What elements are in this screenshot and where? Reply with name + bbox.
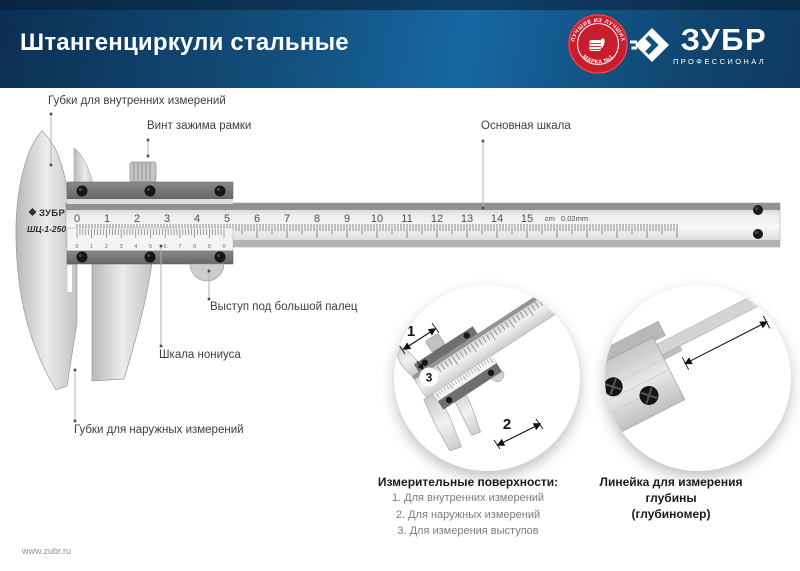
label-thumb-rest: Выступ под большой палец xyxy=(210,301,358,313)
label-vernier-scale: Шкала нониуса xyxy=(159,349,241,361)
site-url: www.zubr.ru xyxy=(22,546,72,556)
scale-precision: 0.02mm xyxy=(561,214,589,223)
label-outer-jaws: Губки для наружных измерений xyxy=(74,424,244,436)
brand-tagline: ПРОФЕССИОНАЛ xyxy=(673,57,767,66)
svg-text:0: 0 xyxy=(73,213,81,225)
svg-text:3: 3 xyxy=(163,213,171,225)
svg-text:7: 7 xyxy=(283,213,291,225)
svg-text:5: 5 xyxy=(148,244,153,250)
scale-units: cm xyxy=(545,214,555,223)
svg-text:8: 8 xyxy=(313,213,321,225)
brand-name: ЗУБР xyxy=(680,22,768,57)
detail-circle-depth xyxy=(605,285,791,471)
jaw-relief-slot xyxy=(68,265,73,292)
header-banner xyxy=(0,0,800,88)
depth-caption-line1: Линейка для измерения глубины xyxy=(599,475,743,505)
svg-text:8: 8 xyxy=(193,244,197,250)
zubr-arrow-icon xyxy=(630,26,670,64)
svg-text:7: 7 xyxy=(178,244,182,250)
svg-text:0: 0 xyxy=(222,244,226,250)
detail-circle-surfaces xyxy=(394,285,580,471)
surfaces-caption-title: Измерительные поверхности: xyxy=(377,475,559,489)
svg-text:6: 6 xyxy=(163,244,167,250)
svg-text:9: 9 xyxy=(343,213,351,225)
marker-1: 1 xyxy=(406,323,416,340)
slider-upper xyxy=(67,182,233,204)
beam-screw xyxy=(753,229,763,239)
svg-text:0: 0 xyxy=(75,244,79,250)
svg-text:2: 2 xyxy=(104,244,108,250)
brand-logo xyxy=(630,22,768,66)
marker-2: 2 xyxy=(502,416,512,433)
page-title: Штангенциркули стальные xyxy=(20,29,349,56)
svg-text:4: 4 xyxy=(193,213,201,225)
svg-text:11: 11 xyxy=(401,213,413,225)
depth-caption xyxy=(577,474,765,522)
svg-text:2: 2 xyxy=(133,213,141,225)
svg-text:1: 1 xyxy=(103,213,111,225)
quality-badge-icon xyxy=(567,13,629,75)
depth-dimension-arrow xyxy=(682,316,769,370)
label-inner-jaws: Губки для внутренних измерений xyxy=(48,95,226,107)
label-clamp-screw: Винт зажима рамки xyxy=(147,120,252,132)
surfaces-item-2: 2. Для наружных измерений xyxy=(395,508,541,521)
thumb-rest xyxy=(190,264,224,281)
marker-3: 3 xyxy=(425,370,433,385)
svg-text:10: 10 xyxy=(370,213,384,225)
svg-text:3: 3 xyxy=(119,244,123,250)
svg-text:4: 4 xyxy=(134,244,138,250)
caliper-model-text: ШЦ-1-250 xyxy=(27,224,67,234)
outer-jaw-moving xyxy=(92,256,153,381)
depth-caption-line2: (глубиномер) xyxy=(631,507,711,521)
svg-text:9: 9 xyxy=(207,244,211,250)
svg-text:15: 15 xyxy=(520,213,534,225)
surfaces-caption xyxy=(368,474,568,540)
depth-detail-art xyxy=(605,285,791,471)
label-main-scale: Основная шкала xyxy=(481,120,571,132)
svg-text:12: 12 xyxy=(430,213,444,225)
surfaces-item-1: 1. Для внутренних измерений xyxy=(391,492,545,504)
surfaces-detail-art xyxy=(394,285,580,471)
beam-screw xyxy=(753,205,763,215)
svg-text:6: 6 xyxy=(253,213,261,225)
svg-text:14: 14 xyxy=(490,213,504,225)
quality-badge xyxy=(567,13,629,75)
svg-text:13: 13 xyxy=(460,213,474,225)
svg-text:1: 1 xyxy=(90,244,94,250)
badge-top-text: ЛУЧШИЕ ИЗ ЛУЧШИХ xyxy=(570,17,626,43)
surfaces-item-3: 3. Для измерения выступов xyxy=(397,525,539,537)
svg-text:5: 5 xyxy=(223,213,231,225)
badge-bottom-text: МАРКА №1 xyxy=(581,54,615,66)
caliper-brand-text: ЗУБР xyxy=(39,208,66,219)
